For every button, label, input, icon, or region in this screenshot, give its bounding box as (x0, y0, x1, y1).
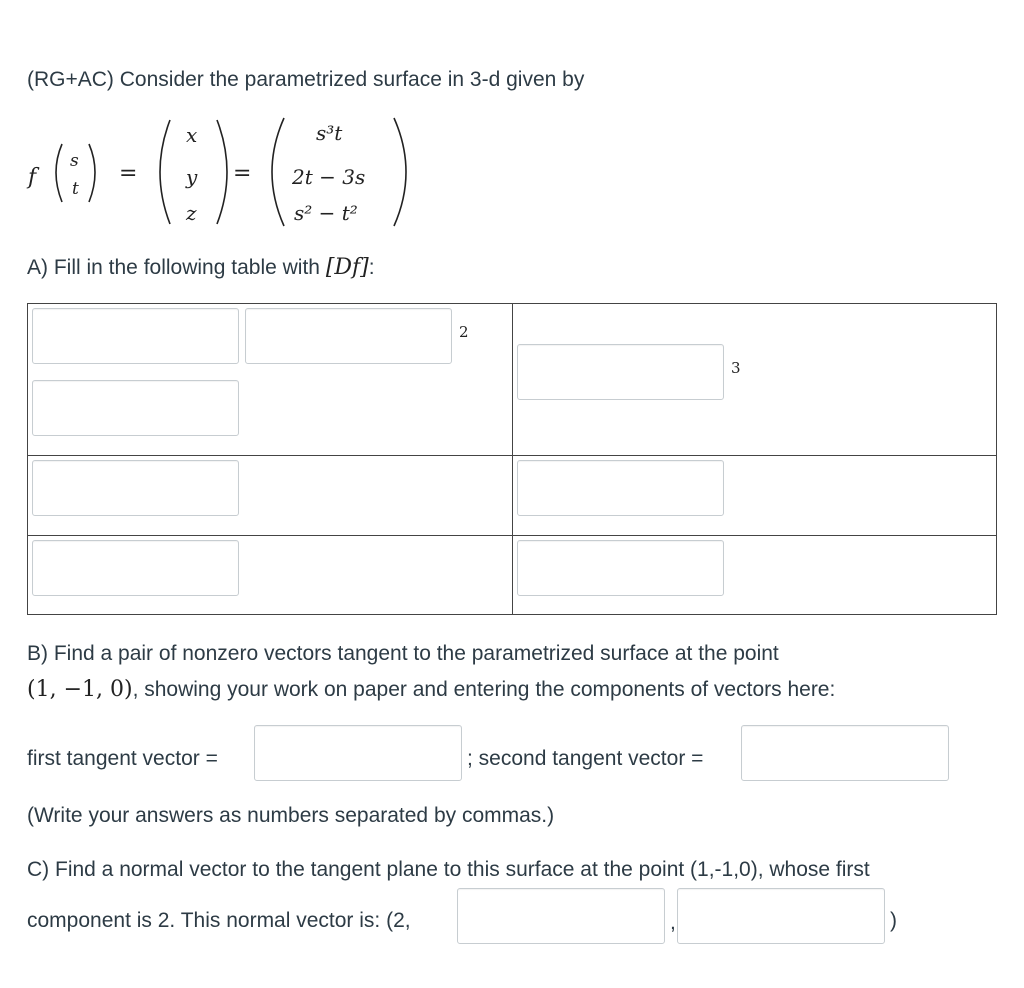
component-z: s² − t² (294, 201, 358, 225)
second-tangent-input[interactable] (741, 725, 949, 781)
partC-line2: component is 2. This normal vector is: (2, (27, 909, 411, 932)
partC-line1: C) Find a normal vector to the tangent plane to this surface at the point (1,-1,0), whose first (27, 858, 870, 881)
param-s: s (70, 151, 79, 171)
partB-line2 (27, 677, 835, 703)
partA-prompt-row (27, 255, 375, 281)
cell-input[interactable] (517, 460, 724, 516)
var-x: x (186, 123, 198, 147)
partB-note: (Write your answers as numbers separated by commas.) (27, 804, 555, 827)
cell-input[interactable] (517, 344, 724, 400)
normal-y-input[interactable] (457, 888, 665, 944)
cell-label-3: 3 (731, 359, 741, 377)
partA-matrix-label: [Df] (325, 255, 369, 280)
cell-input[interactable] (517, 540, 724, 596)
cell-label-2: 2 (459, 323, 469, 341)
equals-2: = (233, 161, 252, 186)
partB-point: (1, −1, 0) (27, 677, 133, 702)
normal-separator: , (670, 911, 676, 934)
formula-func: f (28, 165, 37, 190)
cell-input[interactable] (32, 380, 239, 436)
partA-colon: : (368, 256, 375, 279)
cell-input[interactable] (32, 540, 239, 596)
cell-input[interactable] (245, 308, 452, 364)
first-tangent-label: first tangent vector = (27, 747, 218, 770)
first-tangent-input[interactable] (254, 725, 462, 781)
intro-text: (RG+AC) Consider the parametrized surface in 3-d given by (27, 68, 585, 91)
var-y: y (186, 165, 198, 189)
second-tangent-label: ; second tangent vector = (467, 747, 704, 770)
component-y: 2t − 3s (292, 165, 366, 189)
normal-close-paren: ) (890, 909, 897, 932)
cell-input[interactable] (32, 308, 239, 364)
cell-input[interactable] (32, 460, 239, 516)
partB-line1: B) Find a pair of nonzero vectors tangent to the parametrized surface at the point (27, 642, 779, 665)
component-x: s³t (316, 121, 343, 145)
equals-1: = (119, 161, 138, 186)
var-z: z (186, 201, 197, 225)
partB-line2-rest: , showing your work on paper and entering the components of vectors here: (132, 678, 836, 701)
param-t: t (72, 179, 79, 199)
partA-prompt: A) Fill in the following table with (27, 256, 320, 279)
table-divider (512, 303, 513, 615)
normal-z-input[interactable] (677, 888, 885, 944)
surface-formula (22, 110, 442, 235)
